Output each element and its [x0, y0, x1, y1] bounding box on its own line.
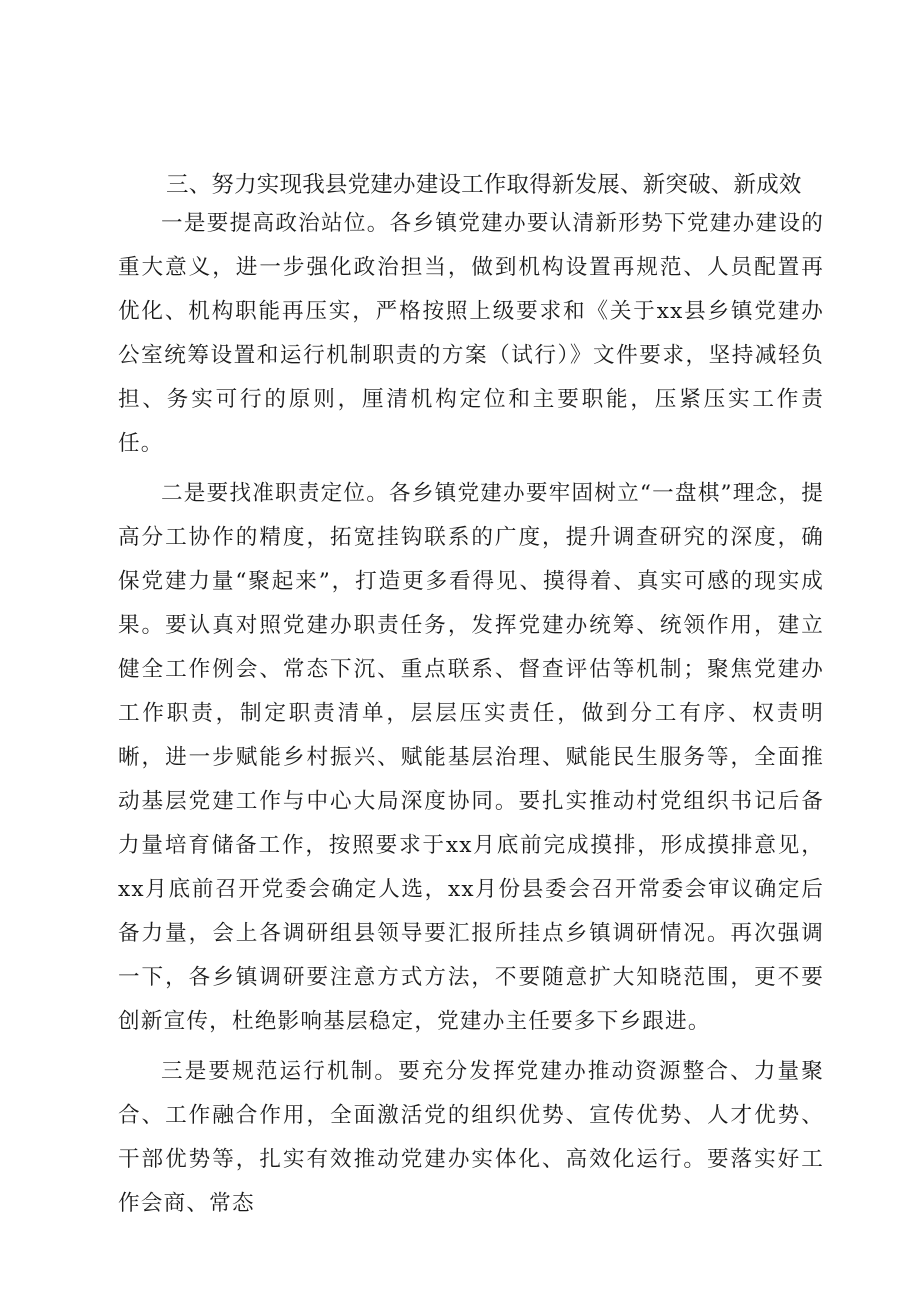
section-heading: 三、努力实现我县党建办建设工作取得新发展、新突破、新成效 — [166, 172, 802, 198]
paragraph-responsibility-positioning: 二是要找准职责定位。各乡镇党建办要牢固树立“一盘棋”理念，提高分工协作的精度，拓宽挂钩联系的广度，提升调查研究的深度，确保党建力量“聚起来”，打造更多看得见、摸得着、真实可感的现实成果。要认真对照党建办职责任务，发挥党建办统筹、统领作用，建立健全工作例会、常态下沉、重点联系、督查评估等机制；聚焦党建办工作职责，制定职责清单，层层压实责任，做到分工有序、权责明晰，进一步赋能乡村振兴、赋能基层治理、赋能民生服务等，全面推动基层党建工作与中心大局深度协同。要扎实推动村党组织书记后备力量培育储备工作，按照要求于xx月底前完成摸排，形成摸排意见，xx月底前召开党委会确定人选，xx月份县委会召开常委会审议确定后备力量，会上各调研组县领导要汇报所挂点乡镇调研情况。再次强调一下，各乡镇调研要注意方式方法，不要随意扩大知晓范围，更不要创新宣传，杜绝影响基层稳定，党建办主任要多下乡跟进。 — [118, 481, 824, 1034]
paragraph-operating-mechanism: 三是要规范运行机制。要充分发挥党建办推动资源整合、力量聚合、工作融合作用，全面激活党的组织优势、宣传优势、人才优势、干部优势等，扎实有效推动党建办实体化、高效化运行。要落实好工作会商、常态 — [118, 1059, 824, 1216]
paragraph-political-stance: 一是要提高政治站位。各乡镇党建办要认清新形势下党建办建设的重大意义，进一步强化政治担当，做到机构设置再规范、人员配置再优化、机构职能再压实，严格按照上级要求和《关于xx县乡镇党建办公室统筹设置和运行机制职责的方案（试行）》文件要求，坚持减轻负担、务实可行的原则，厘清机构定位和主要职能，压紧压实工作责任。 — [118, 211, 824, 456]
document-page — [118, 168, 824, 1226]
